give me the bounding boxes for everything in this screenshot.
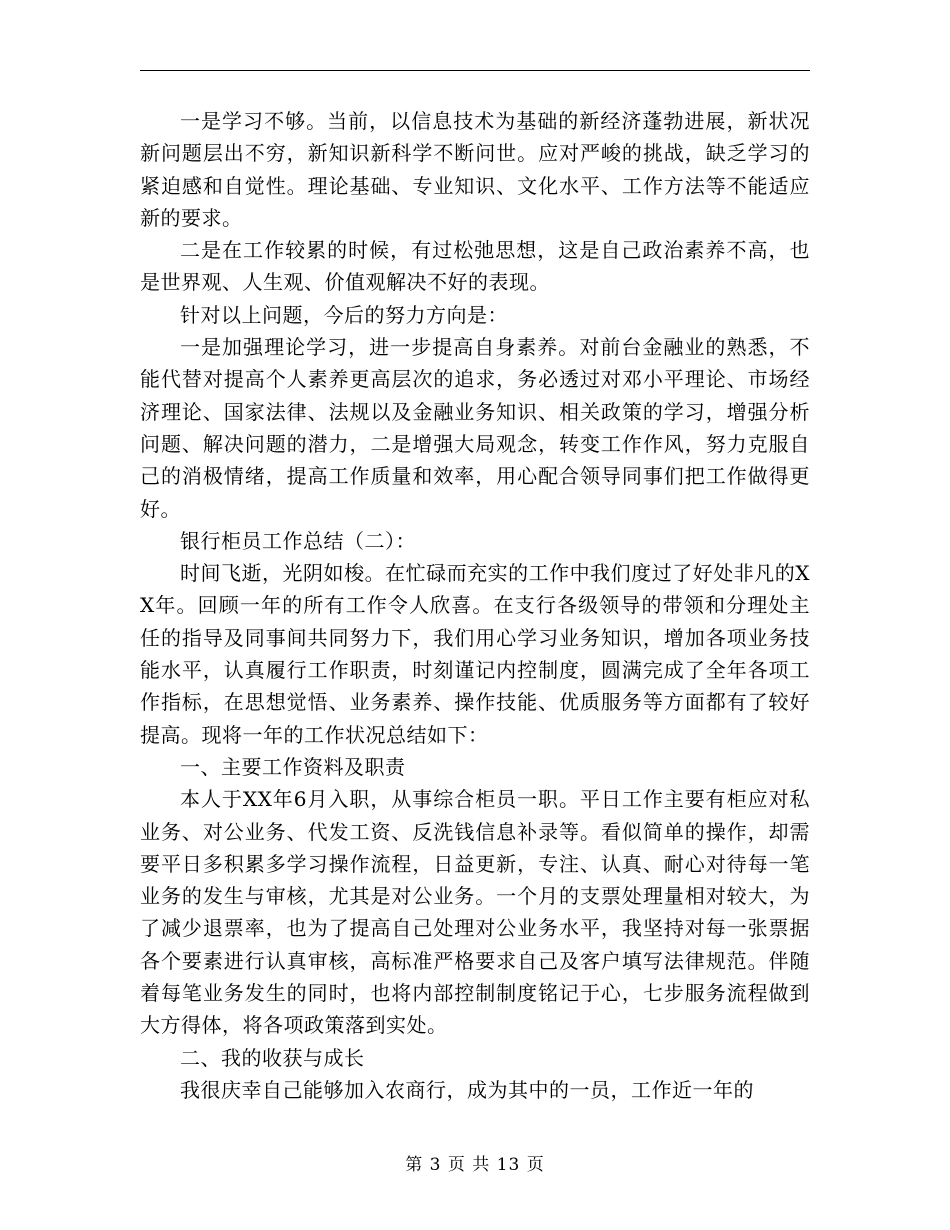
paragraph-joining-bank: 我很庆幸自己能够加入农商行，成为其中的一员，工作近一年的: [180, 1077, 754, 1102]
paragraph-relaxed-thinking: 二是在工作较累的时候，有过松弛思想，这是自己政治素养不高，也是世界观、人生观、价值观解决不好的表现。: [140, 238, 810, 295]
paragraph-improvement-intro: 针对以上问题，今后的努力方向是：: [180, 302, 508, 327]
document-body: [140, 105, 810, 1106]
paragraph-year-review: 时间飞逝，光阴如梭。在忙碌而充实的工作中我们度过了好处非凡的XX年。回顾一年的所有工作令人欣喜。在支行各级领导的带领和分理处主任的指导及同事间共同努力下，我们用心学习业务知识，增加各项业务技能水平，认真履行工作职责，时刻谨记内控制度，圆满完成了全年各项工作指标，在思想觉悟、业务素养、操作技能、优质服务等方面都有了较好提高。现将一年的工作状况总结如下：: [140, 561, 810, 747]
section-heading-main-duties: 一、主要工作资料及职责: [180, 754, 406, 779]
header-rule: [140, 70, 810, 71]
page-number-footer: 第 3 页 共 13 页: [405, 1155, 545, 1175]
section-heading-gains-growth: 二、我的收获与成长: [180, 1045, 365, 1070]
section-heading-summary-two: 银行柜员工作总结（二）：: [180, 528, 416, 553]
paragraph-job-description: 本人于XX年6月入职，从事综合柜员一职。平日工作主要有柜应对私业务、对公业务、代发工资、反洗钱信息补录等。看似简单的操作，却需要平日多积累多学习操作流程，日益更新，专注、认真、耐心对待每一笔业务的发生与审核，尤其是对公业务。一个月的支票处理量相对较大，为了减少退票率，也为了提高自己处理对公业务水平，我坚持对每一张票据各个要素进行认真审核，高标准严格要求自己及客户填写法律规范。伴随着每笔业务发生的同时，也将内部控制制度铭记于心，七步服务流程做到大方得体，将各项政策落到实处。: [140, 787, 810, 1038]
paragraph-strengthen-theory: 一是加强理论学习，进一步提高自身素养。对前台金融业的熟悉，不能代替对提高个人素养更高层次的追求，务必透过对邓小平理论、市场经济理论、国家法律、法规以及金融业务知识、相关政策的学习，增强分析问题、解决问题的潜力，二是增强大局观念，转变工作作风，努力克服自己的消极情绪，提高工作质量和效率，用心配合领导同事们把工作做得更好。: [140, 335, 810, 521]
paragraph-learning-insufficient: 一是学习不够。当前，以信息技术为基础的新经济蓬勃进展，新状况新问题层出不穷，新知识新科学不断问世。应对严峻的挑战，缺乏学习的紧迫感和自觉性。理论基础、专业知识、文化水平、工作方法等不能适应新的要求。: [140, 109, 810, 230]
